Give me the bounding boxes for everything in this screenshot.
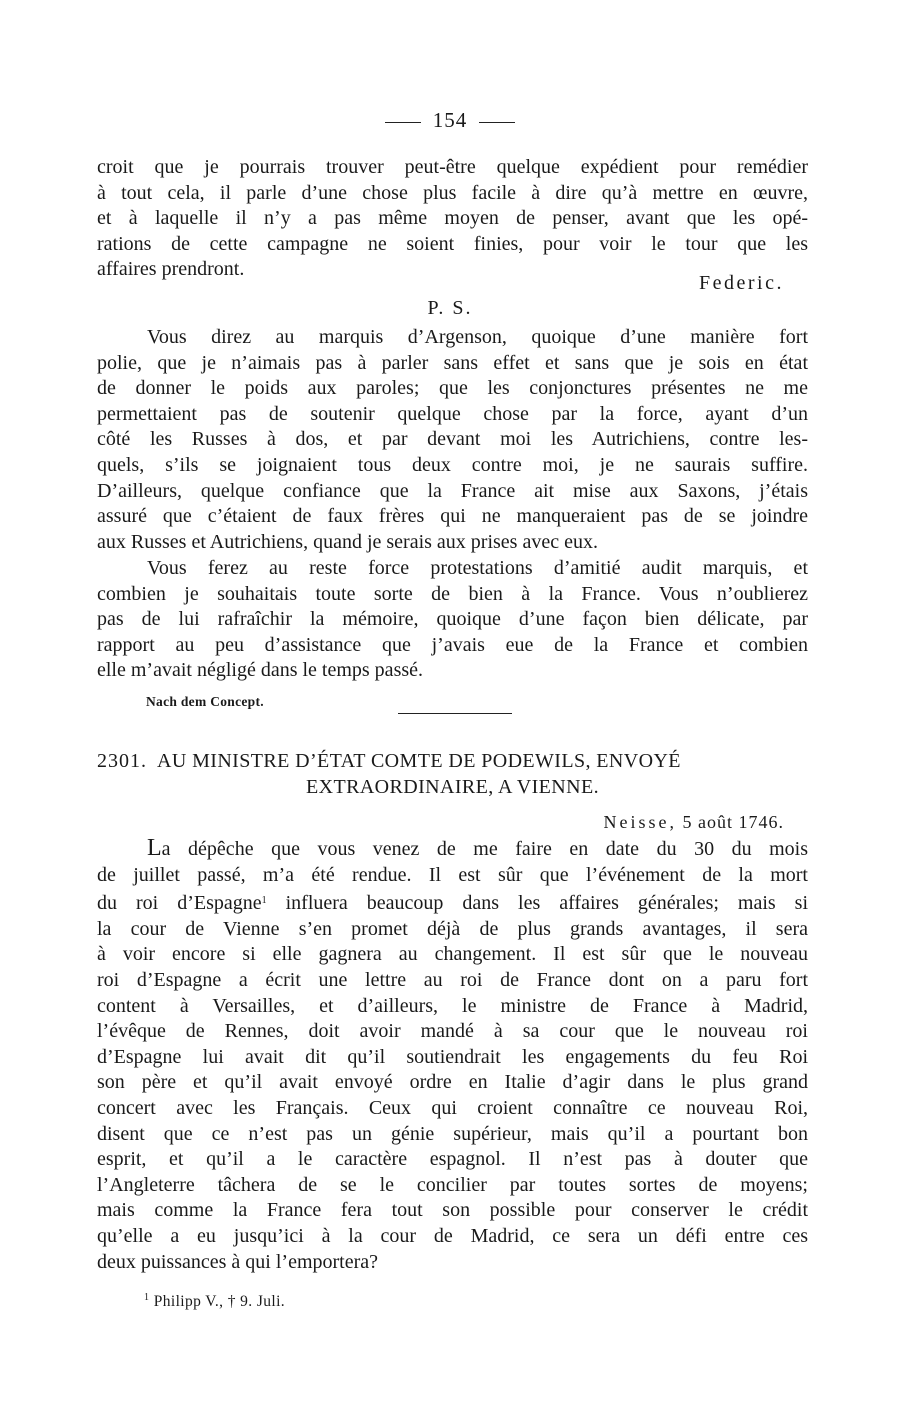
text-line: son père et qu’il avait envoyé ordre en Italie d’agir dans le plus grand	[97, 1071, 808, 1094]
text-span: influera beaucoup dans les affaires générales; mais si	[285, 892, 808, 915]
text-line: content à Versailles, et d’ailleurs, le ministre de France à Madrid,	[97, 994, 808, 1017]
footnote	[144, 1292, 285, 1311]
postscript-paragraph-1	[97, 325, 808, 555]
letter-number: 2301.	[97, 750, 147, 772]
drop-cap: L	[147, 835, 162, 861]
text-line: rations de cette campagne ne soient finies, pour voir le tour que les	[97, 232, 808, 255]
text-line: elle m’avait négligé dans le temps passé.	[97, 659, 424, 682]
postscript-heading: P. S.	[427, 297, 473, 319]
text-line: à tout cela, il parle d’une chose plus facile à dire qu’à mettre en œuvre,	[97, 181, 808, 204]
text-line	[97, 836, 808, 863]
dateline-place: Neisse,	[603, 812, 677, 832]
signature: Federic.	[699, 272, 784, 294]
text-line: concert avec les Français. Ceux qui croient connaître ce nouveau Roi,	[97, 1096, 808, 1119]
text-line: assuré que c’étaient de faux frères qui ne manqueraient pas de se joindre	[97, 505, 808, 528]
text-line: rapport au peu d’assistance que j’avais eue de la France et combien	[97, 633, 808, 656]
footnote-text: Philipp V., † 9. Juli.	[153, 1293, 286, 1310]
text-line: côté les Russes à dos, et par devant moi les Autrichiens, contre les-	[97, 428, 808, 451]
text-line: roi d’Espagne a écrit une lettre au roi de France dont on a paru fort	[97, 968, 808, 991]
text-line: l’évêque de Rennes, doit avoir mandé à sa cour que le nouveau roi	[97, 1020, 808, 1043]
text-line	[97, 888, 808, 917]
text-line: d’Espagne lui avait dit qu’il soutiendrait les engagements du feu Roi	[97, 1045, 808, 1068]
text-line: qu’elle a eu jusqu’ici à la cour de Madrid, ce sera un défi entre ces	[97, 1224, 808, 1247]
first-line-text: a dépêche que vous venez de me faire en date du 30 du mois	[161, 838, 808, 860]
dateline	[604, 812, 785, 833]
text-line: la cour de Vienne s’en promet déjà de plus grands avantages, il sera	[97, 917, 808, 940]
section-divider	[398, 713, 512, 714]
page-number	[0, 108, 900, 133]
text-line: permettaient pas de soutenir quelque chose par la force, ayant d’un	[97, 402, 808, 425]
text-line: Vous ferez au reste force protestations d’amitié audit marquis, et	[147, 557, 808, 579]
text-line: mais comme la France fera tout son possible pour conserver le crédit	[97, 1199, 808, 1222]
text-line: quels, s’ils se joignaient tous deux contre moi, je ne saurais suffire.	[97, 453, 808, 476]
text-line: combien je souhaitais toute sorte de bien à la France. Vous n’oublierez	[97, 582, 808, 605]
source-note: Nach dem Concept.	[146, 694, 264, 709]
text-line: et à laquelle il n’y a pas même moyen de penser, avant que les opé-	[97, 207, 808, 230]
text-line: croit que je pourrais trouver peut-être quelque expédient pour remédier	[97, 156, 808, 178]
letter-continuation	[97, 155, 808, 283]
page-number-text: 154	[432, 108, 468, 132]
text-line: esprit, et qu’il a le caractère espagnol. Il n’est pas à douter que	[97, 1148, 808, 1171]
text-line: l’Angleterre tâchera de se le concilier par toutes sortes de moyens;	[97, 1173, 808, 1196]
footnote-ref: 1	[261, 895, 267, 907]
page-number-dash-left	[385, 122, 421, 123]
postscript-paragraph-2	[97, 556, 808, 684]
dateline-date: 5 août 1746.	[682, 812, 784, 832]
text-line: D’ailleurs, quelque confiance que la France ait mise aux Saxons, j’étais	[97, 479, 808, 502]
text-line: disent que ce n’est pas un génie supérieur, mais qu’il a pourtant bon	[97, 1122, 808, 1145]
text-line: aux Russes et Autrichiens, quand je serais aux prises avec eux.	[97, 530, 598, 553]
text-line: de donner le poids aux paroles; que les conjonctures présentes ne me	[97, 377, 808, 400]
footnote-mark: 1	[144, 1292, 150, 1303]
text-line: à voir encore si elle gagnera au changement. Il est sûr que le nouveau	[97, 943, 808, 966]
letter-heading-line-2: EXTRAORDINAIRE, A VIENNE.	[306, 776, 599, 798]
text-span: du roi d’Espagne	[97, 892, 262, 915]
letter-heading-text: AU MINISTRE D’ÉTAT COMTE DE PODEWILS, ENVOYÉ	[157, 750, 681, 772]
text-line: Vous direz au marquis d’Argenson, quoique d’une manière fort	[147, 326, 808, 348]
letter-heading-line-1	[97, 748, 808, 774]
letter-body	[97, 836, 808, 1275]
text-line: pas de lui rafraîchir la mémoire, quoique d’une façon bien délicate, par	[97, 608, 808, 631]
letter-heading	[97, 748, 808, 800]
text-line: affaires prendront.	[97, 258, 245, 281]
text-line: deux puissances à qui l’emportera?	[97, 1250, 379, 1273]
page-number-dash-right	[479, 122, 515, 123]
text-line: de juillet passé, m’a été rendue. Il est sûr que l’événement de la mort	[97, 863, 808, 886]
text-line: polie, que je n’aimais pas à parler sans effet et sans que je sois en état	[97, 351, 808, 374]
